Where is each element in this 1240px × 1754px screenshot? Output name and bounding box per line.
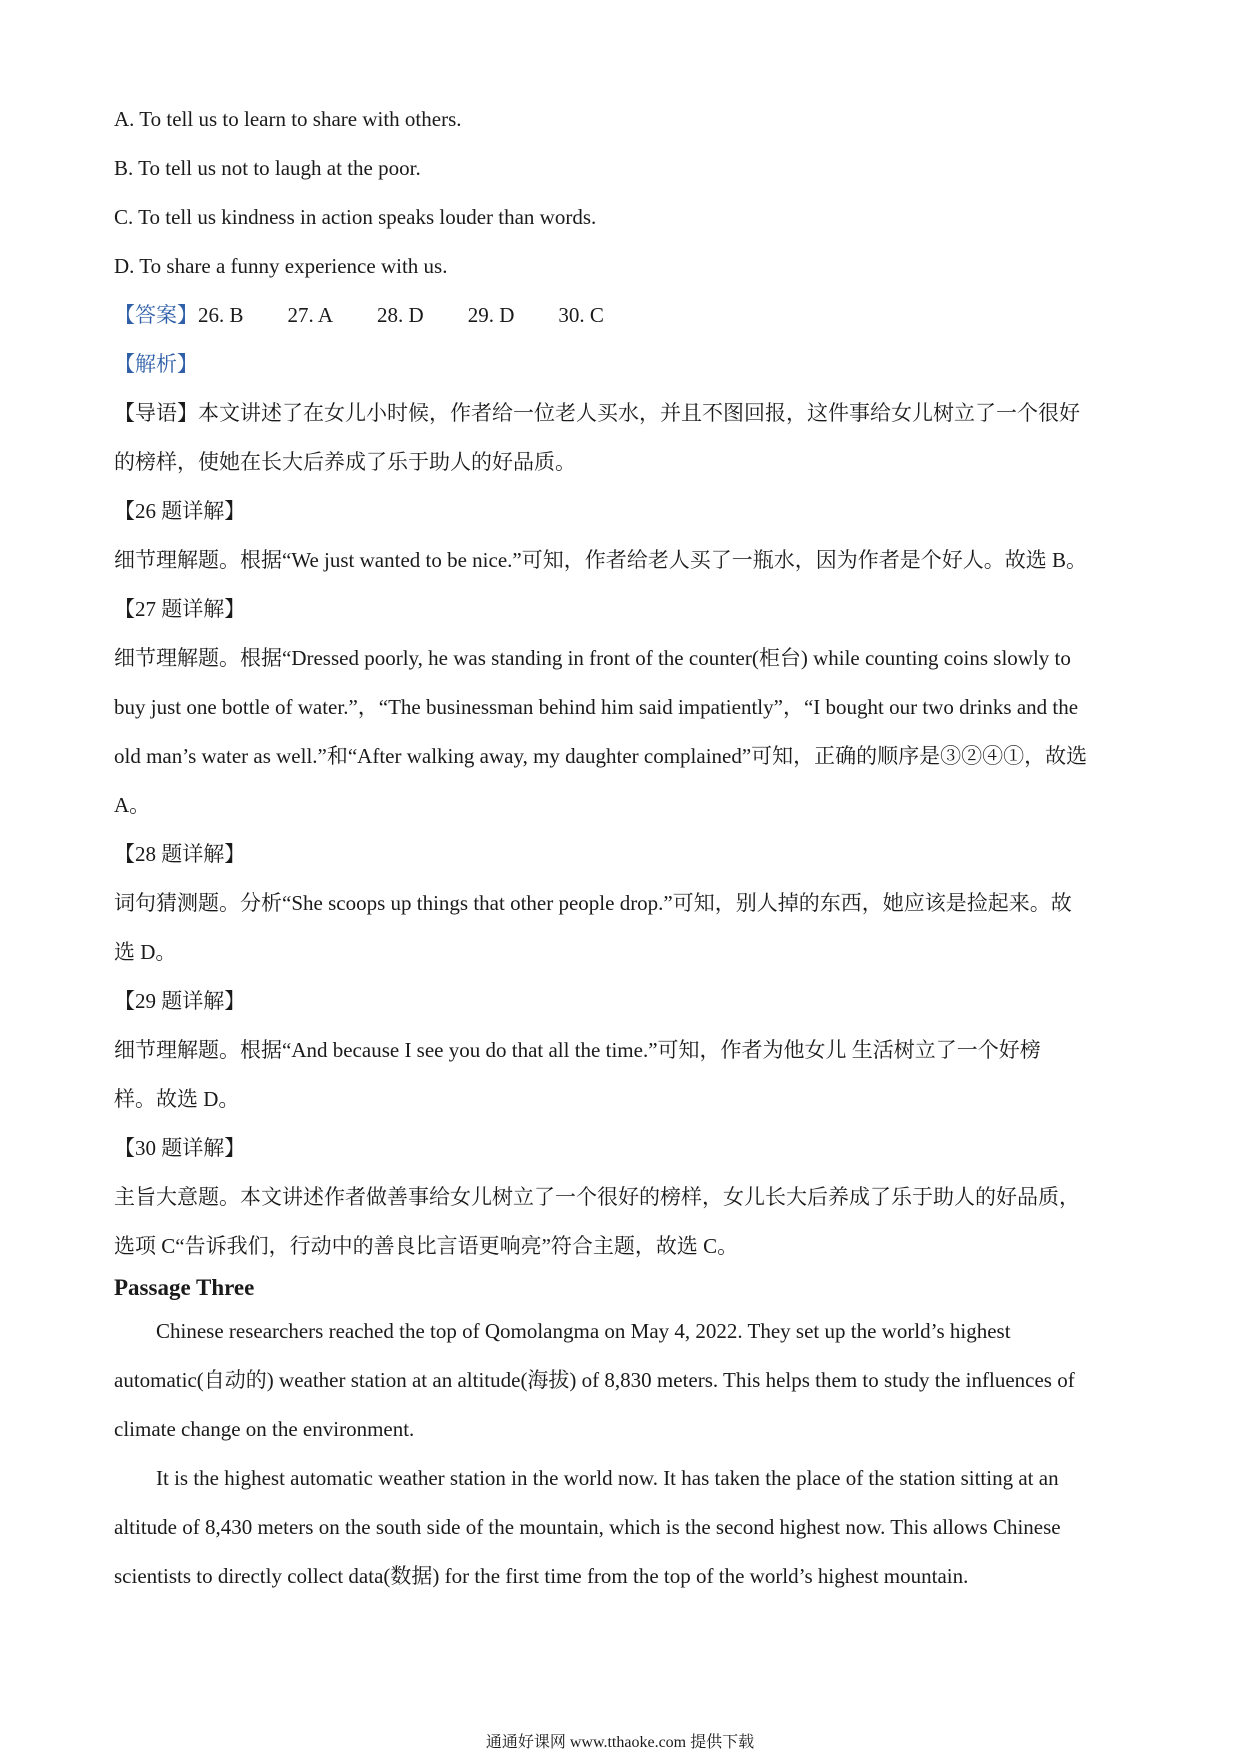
- intro-line-2: 的榜样，使她在长大后养成了乐于助人的好品质。: [114, 450, 576, 474]
- passage-p1-line-2: automatic(自动的) weather station at an altitude(海拔) of 8,830 meters. This helps them to study the influences of: [114, 1368, 1075, 1392]
- q29-label: 【29 题详解】: [114, 989, 246, 1013]
- q30-label: 【30 题详解】: [114, 1136, 246, 1160]
- answer-line: [114, 300, 604, 330]
- passage-p1-line-3: climate change on the environment.: [114, 1417, 415, 1441]
- q27-line-2: buy just one bottle of water.”，“The businessman behind him said impatiently”，“I bought our two drinks and the: [114, 695, 1079, 719]
- q28-line-1: 词句猜测题。分析“She scoops up things that other people drop.”可知，别人掉的东西，她应该是捡起来。故: [114, 891, 1072, 915]
- passage-title: Passage Three: [114, 1275, 255, 1300]
- passage-p2-line-3: scientists to directly collect data(数据) for the first time from the top of the world’s highest mountain.: [114, 1564, 969, 1588]
- option-b: B. To tell us not to laugh at the poor.: [114, 156, 421, 180]
- q29-line-1: 细节理解题。根据“And because I see you do that all the time.”可知，作者为他女儿 生活树立了一个好榜: [114, 1038, 1041, 1062]
- answer-item: 26. B: [198, 303, 244, 327]
- option-a: A. To tell us to learn to share with others.: [114, 107, 462, 131]
- answer-label: 【答案】: [114, 303, 198, 327]
- answer-item: 30. C: [558, 303, 604, 327]
- q26-label: 【26 题详解】: [114, 499, 246, 523]
- q27-line-1: 细节理解题。根据“Dressed poorly, he was standing in front of the counter(柜台) while counting coins slowly to: [114, 646, 1071, 670]
- analysis-label: 【解析】: [114, 352, 198, 376]
- q30-line-1: 主旨大意题。本文讲述作者做善事给女儿树立了一个很好的榜样，女儿长大后养成了乐于助人的好品质，: [114, 1185, 1080, 1209]
- passage-p1-line-1: Chinese researchers reached the top of Qomolangma on May 4, 2022. They set up the world’s highest: [156, 1319, 1011, 1343]
- option-c: C. To tell us kindness in action speaks louder than words.: [114, 205, 597, 229]
- q27-label: 【27 题详解】: [114, 597, 246, 621]
- intro-line-1: 【导语】本文讲述了在女儿小时候，作者给一位老人买水，并且不图回报，这件事给女儿树立了一个很好: [114, 401, 1080, 425]
- q28-line-2: 选 D。: [114, 940, 177, 964]
- q26-line-1: 细节理解题。根据“We just wanted to be nice.”可知，作者给老人买了一瓶水，因为作者是个好人。故选 B。: [114, 548, 1087, 572]
- passage-p2-line-1: It is the highest automatic weather station in the world now. It has taken the place of the station sitting at an: [156, 1466, 1059, 1490]
- q29-line-2: 样。故选 D。: [114, 1087, 240, 1111]
- q27-line-3: old man’s water as well.”和“After walking away, my daughter complained”可知，正确的顺序是③②④①，故选: [114, 744, 1088, 768]
- q27-line-4: A。: [114, 793, 151, 817]
- answer-item: 29. D: [467, 303, 515, 327]
- answer-item: 27. A: [287, 303, 334, 327]
- passage-p2-line-2: altitude of 8,430 meters on the south side of the mountain, which is the second highest now. This allows Chinese: [114, 1515, 1061, 1539]
- footer-text: 通通好课网 www.tthaoke.com 提供下载: [485, 1734, 755, 1751]
- answer-item: 28. D: [377, 303, 424, 327]
- q28-label: 【28 题详解】: [114, 842, 246, 866]
- q30-line-2: 选项 C“告诉我们，行动中的善良比言语更响亮”符合主题，故选 C。: [114, 1234, 739, 1258]
- option-d: D. To share a funny experience with us.: [114, 254, 448, 278]
